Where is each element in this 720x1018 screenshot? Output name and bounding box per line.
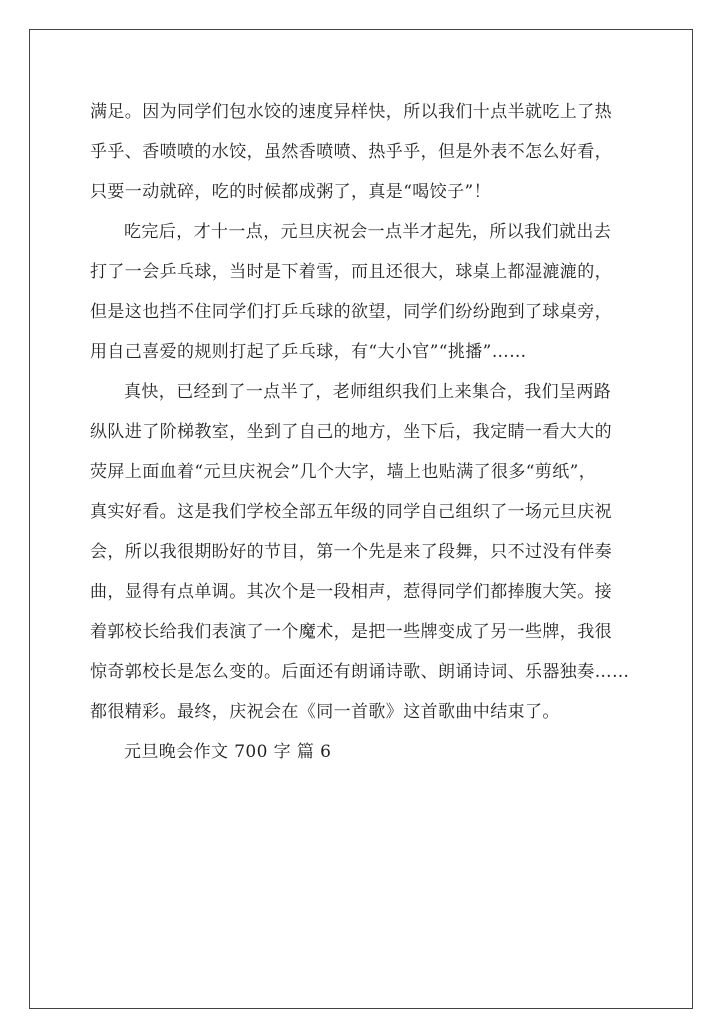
text-line: 真快，已经到了一点半了，老师组织我们上来集合，我们呈两路 <box>124 382 612 402</box>
text-line: 惊奇郭校长是怎么变的。后面还有朗诵诗歌、朗诵诗词、乐器独奏…… <box>90 662 630 682</box>
text-line: 打了一会乒乓球，当时是下着雪，而且还很大，球桌上都湿漉漉的， <box>90 262 612 282</box>
text-line: 都很精彩。最终，庆祝会在《同一首歌》这首歌曲中结束了。 <box>90 702 560 722</box>
paragraph-1 <box>90 92 636 212</box>
text-line: 只要一动就碎，吃的时候都成粥了，真是“喝饺子”！ <box>90 182 491 202</box>
text-line: 荧屏上面血着“元旦庆祝会”几个大字，墙上也贴满了很多“剪纸”， <box>90 462 597 482</box>
text-line: 但是这也挡不住同学们打乒乓球的欲望，同学们纷纷跑到了球桌旁， <box>90 302 612 322</box>
text-line: 吃完后，才十一点，元旦庆祝会一点半才起先，所以我们就出去 <box>124 222 612 242</box>
text-line: 曲，显得有点单调。其次个是一段相声，惹得同学们都捧腹大笑。接 <box>90 582 612 602</box>
document-body <box>90 92 636 772</box>
section-heading: 元旦晚会作文 700 字 篇 6 <box>124 742 332 762</box>
text-line: 真实好看。这是我们学校全部五年级的同学自己组织了一场元旦庆祝 <box>90 502 612 522</box>
text-line: 乎乎、香喷喷的水饺，虽然香喷喷、热乎乎，但是外表不怎么好看， <box>90 142 612 162</box>
text-line: 满足。因为同学们包水饺的速度异样快，所以我们十点半就吃上了热 <box>90 102 612 122</box>
paragraph-2 <box>90 212 636 372</box>
text-line: 纵队进了阶梯教室，坐到了自己的地方，坐下后，我定睛一看大大的 <box>90 422 612 442</box>
text-line: 着郭校长给我们表演了一个魔术，是把一些牌变成了另一些牌，我很 <box>90 622 612 642</box>
text-line: 用自己喜爱的规则打起了乒乓球，有“大小官”“挑播”…… <box>90 342 527 362</box>
paragraph-3 <box>90 372 636 732</box>
text-line: 会，所以我很期盼好的节目，第一个先是来了段舞，只不过没有伴奏 <box>90 542 612 562</box>
